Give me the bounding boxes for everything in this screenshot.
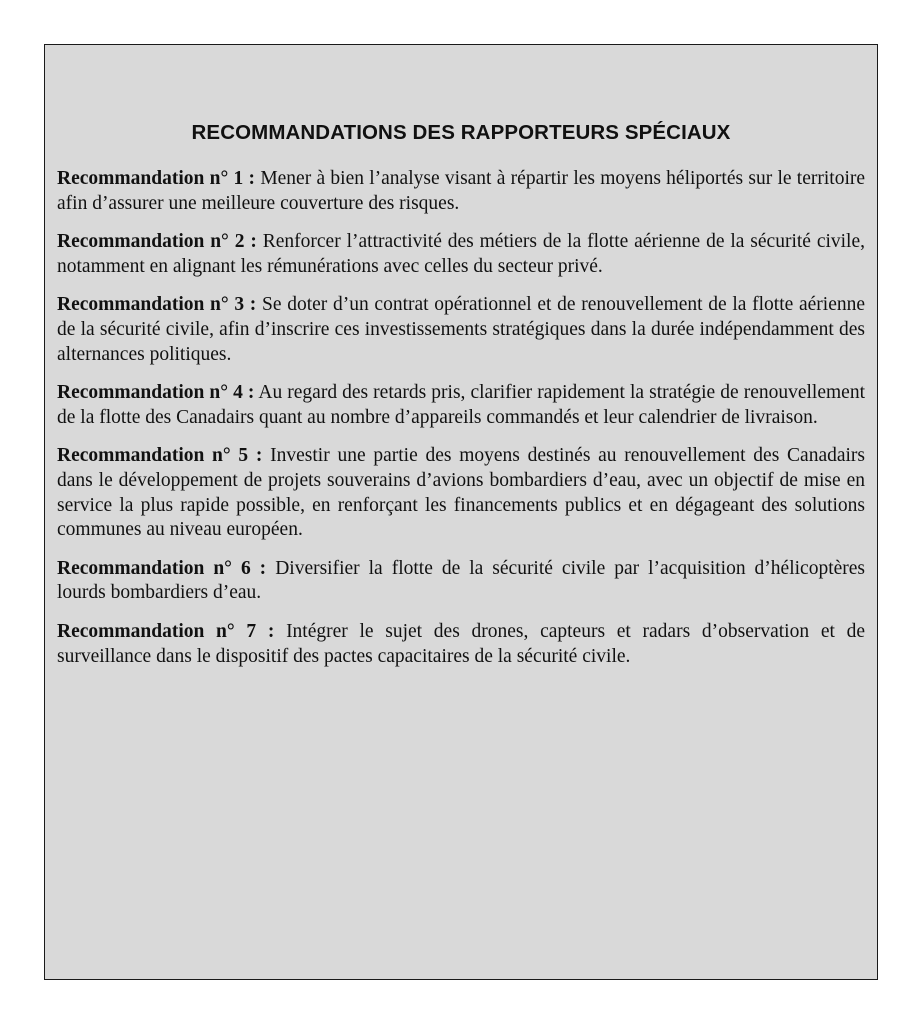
recommendation-label: Recommandation n° 1 : bbox=[57, 168, 256, 189]
recommendation-6 bbox=[57, 557, 865, 606]
recommendation-label: Recommandation n° 5 : bbox=[57, 445, 263, 467]
recommendation-7 bbox=[57, 620, 865, 669]
recommendation-text: Mener à bien l’analyse visant à répartir les moyens héliportés sur le territoire afin d’assurer une meilleure couverture des risques. bbox=[57, 168, 866, 214]
recommendation-2 bbox=[57, 230, 865, 279]
recommendation-label: Recommandation n° 4 : bbox=[57, 382, 255, 404]
recommendation-text: Se doter d’un contrat opérationnel et de renouvellement de la flotte aérienne de la sécurité civile, afin d’inscrire ces investissements stratégiques dans la durée indépendamment des alternances politiques. bbox=[57, 294, 866, 365]
recommendation-4 bbox=[57, 381, 865, 430]
recommendation-3 bbox=[57, 293, 865, 367]
recommendation-label: Recommandation n° 7 : bbox=[57, 620, 275, 642]
recommendation-label: Recommandation n° 6 : bbox=[57, 557, 267, 579]
recommendation-text: Diversifier la flotte de la sécurité civile par l’acquisition d’hélicoptères lourds bombardiers d’eau. bbox=[57, 557, 866, 604]
recommendation-text: Intégrer le sujet des drones, capteurs et radars d’observation et de surveillance dans le dispositif des pactes capacitaires de la sécurité civile. bbox=[57, 620, 866, 667]
recommendation-text: Au regard des retards pris, clarifier rapidement la stratégie de renouvellement de la flotte des Canadairs quant au nombre d’appareils commandés et leur calendrier de livraison. bbox=[57, 382, 865, 428]
recommendation-label: Recommandation n° 2 : bbox=[57, 231, 257, 253]
recommendation-text: Investir une partie des moyens destinés au renouvellement des Canadairs dans le développement de projets souverains d’avions bombardiers d’eau, avec un objectif de mise en service la plus rapide possible, en renforçant les financements publics et en dégageant des solutions communes au niveau européen. bbox=[57, 445, 865, 541]
recommendation-5 bbox=[57, 444, 865, 542]
recommendation-1 bbox=[57, 167, 865, 216]
recommendation-text: Renforcer l’attractivité des métiers de la flotte aérienne de la sécurité civile, notamment en alignant les rémunérations avec celles du secteur privé. bbox=[57, 231, 866, 277]
recommendation-label: Recommandation n° 3 : bbox=[57, 294, 257, 316]
box-title: RECOMMANDATIONS DES RAPPORTEURS SPÉCIAUX bbox=[191, 121, 731, 144]
recommendations-box bbox=[44, 44, 878, 980]
